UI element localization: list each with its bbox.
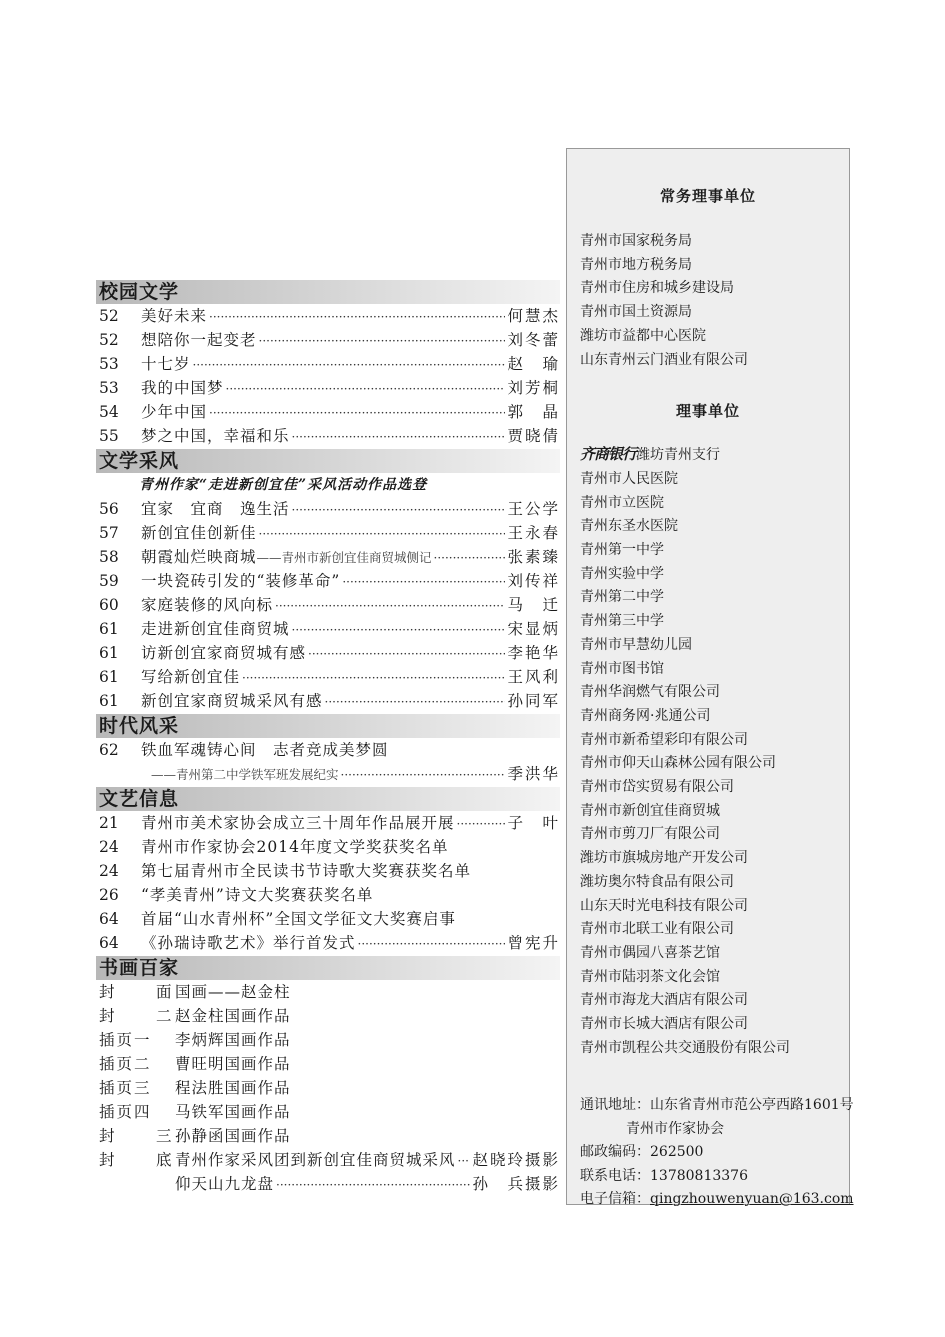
entry-title: 美好未来: [141, 307, 208, 325]
section-heading: 文学采风: [96, 449, 560, 473]
entry-title: 想陪你一起变老: [141, 331, 257, 349]
entry-author: 曾宪升: [507, 934, 560, 952]
sponsor-item: 青州市国土资源局: [580, 304, 692, 321]
entry-title: 马铁军国画作品: [175, 1103, 291, 1121]
leader-dots: [193, 352, 506, 377]
entry-title: 孙静函国画作品: [175, 1127, 291, 1145]
entry-author: 张素臻: [507, 548, 560, 566]
toc-entry[interactable]: [96, 1004, 560, 1028]
entry-title: 曹旺明国画作品: [175, 1055, 291, 1073]
entry-author: 赵 瑜: [507, 355, 560, 373]
entry-title: 《孙瑞诗歌艺术》举行首发式: [141, 934, 356, 952]
toc-entry-continued[interactable]: [96, 762, 560, 786]
entry-title: 青州市作家协会2014年度文学奖获奖名单: [141, 838, 449, 856]
leader-dots: [209, 304, 505, 329]
toc-entry[interactable]: [96, 376, 560, 400]
entry-author: 何慧杰: [507, 307, 560, 325]
page-number: 52: [99, 331, 119, 349]
sponsor-item: 潍坊奥尔特食品有限公司: [580, 873, 734, 890]
entry-label: 插页二: [99, 1055, 152, 1073]
sponsor-item: 青州第一中学: [580, 542, 664, 559]
toc-entry[interactable]: [96, 1076, 560, 1100]
bank-logo: 齐商银行: [580, 445, 637, 464]
leader-dots: [275, 593, 505, 618]
sponsor-item: 青州市凯程公共交通股份有限公司: [580, 1039, 790, 1056]
leader-dots: [292, 424, 506, 449]
leader-dots: [342, 569, 505, 594]
page-number: 64: [99, 934, 119, 952]
page-number: 57: [99, 524, 119, 542]
entry-author: 刘冬蕾: [507, 331, 560, 349]
page-number: 53: [99, 379, 119, 397]
contact-info: [580, 1094, 854, 1212]
entry-title: 首届“山水青州杯”全国文学征文大奖赛启事: [141, 910, 456, 928]
entry-author: 刘传祥: [507, 572, 560, 590]
toc-entry[interactable]: [96, 931, 560, 955]
toc-entry[interactable]: [96, 1100, 560, 1124]
entry-title: 李炳辉国画作品: [175, 1031, 291, 1049]
sponsor-panel: [566, 148, 854, 1207]
entry-author: 郭 晶: [507, 403, 560, 421]
toc-entry[interactable]: [96, 328, 560, 352]
page-number: 61: [99, 644, 119, 662]
toc-entry[interactable]: [96, 811, 560, 835]
toc-entry[interactable]: [96, 424, 560, 448]
entry-author: 王永春: [507, 524, 560, 542]
leader-dots: [292, 497, 506, 522]
toc-entry[interactable]: [96, 1124, 560, 1148]
page-number: 61: [99, 668, 119, 686]
entry-title: “孝美青州”诗文大奖赛获奖名单: [141, 886, 374, 904]
leader-dots: [259, 521, 506, 546]
toc-entry[interactable]: [96, 352, 560, 376]
leader-dots: [358, 931, 506, 956]
toc-entry[interactable]: [96, 593, 560, 617]
entry-title: 青州作家采风团到新创宜佳商贸城采风: [175, 1151, 456, 1169]
entry-author: 王公学: [507, 500, 560, 518]
section-note: 青州作家“走进新创宜佳”采风活动作品选登: [139, 477, 428, 493]
entry-title: 少年中国: [141, 403, 208, 421]
toc-entry[interactable]: [96, 883, 560, 907]
page-number: 61: [99, 692, 119, 710]
leader-dots: [226, 376, 506, 401]
entry-author: 季洪华: [507, 765, 560, 783]
contact-address: 通讯地址：山东省青州市范公亭西路1601号: [580, 1097, 854, 1113]
contact-postcode: 邮政编码：262500: [580, 1144, 704, 1160]
sponsor-item: 青州市图书馆: [580, 660, 664, 677]
entry-title: 新创宜佳创新佳: [141, 524, 257, 542]
leader-dots: [259, 328, 506, 353]
toc-entry[interactable]: [96, 859, 560, 883]
toc-entry[interactable]: [96, 835, 560, 859]
toc-entry[interactable]: [96, 497, 560, 521]
leader-dots: [292, 617, 506, 642]
toc-entry[interactable]: [96, 907, 560, 931]
sponsor-item: 潍坊市旗城房地产开发公司: [580, 850, 748, 867]
entry-title: 十七岁: [141, 355, 191, 373]
sponsor-heading-council: 理事单位: [675, 402, 740, 421]
contact-phone: 联系电话：13780813376: [580, 1167, 748, 1184]
email-label: 电子信箱：: [580, 1191, 650, 1207]
toc-entry[interactable]: [96, 738, 560, 762]
sponsor-heading-executive: 常务理事单位: [659, 187, 756, 205]
entry-title: 家庭装修的风向标: [141, 596, 274, 614]
entry-title: 梦之中国，幸福和乐: [141, 427, 290, 445]
entry-title: 铁血军魂铸心间 志者竞成美梦圆: [141, 741, 389, 759]
sponsor-list-council: [567, 443, 849, 1060]
page-number: 60: [99, 596, 119, 614]
sponsor-item: 青州第三中学: [580, 613, 664, 630]
entry-label: 封 二: [99, 1007, 185, 1025]
entry-title: 新创宜家商贸城采风有感: [141, 692, 323, 710]
entry-title: 赵金柱国画作品: [175, 1007, 291, 1025]
section-heading: 时代风采: [96, 714, 560, 738]
entry-label: 封 三: [99, 1127, 185, 1145]
sponsor-item: 青州华润燃气有限公司: [580, 684, 720, 701]
sponsor-item: 青州市长城大酒店有限公司: [580, 1016, 748, 1033]
sponsor-item: 青州市新希望彩印有限公司: [580, 731, 748, 748]
section-heading: 文艺信息: [96, 787, 560, 811]
page-number: 24: [99, 838, 119, 856]
toc-entry[interactable]: [96, 665, 560, 689]
page-number: 61: [99, 620, 119, 638]
page-number: 56: [99, 500, 119, 518]
entry-title: 程法胜国画作品: [175, 1079, 291, 1097]
sponsor-item: 青州东圣水医院: [580, 518, 678, 535]
leader-dots: [209, 400, 505, 425]
entry-author: 李艳华: [507, 644, 560, 662]
sponsor-item: 青州第二中学: [580, 589, 664, 606]
toc-entry[interactable]: [96, 980, 560, 1004]
page-number: 64: [99, 910, 119, 928]
sponsor-item: 青州市新创宜佳商贸城: [580, 802, 720, 819]
leader-dots: [308, 641, 505, 666]
page-number: 62: [99, 741, 119, 759]
entry-subtitle: ——青州第二中学铁军班发展纪实: [151, 767, 339, 782]
toc-entry[interactable]: [96, 400, 560, 424]
entry-title: 访新创宜家商贸城有感: [141, 644, 307, 662]
leader-dots: [458, 1148, 471, 1173]
entry-author: 王风利: [507, 668, 560, 686]
entry-author: 宋显炳: [507, 620, 560, 638]
contact-org: 青州市作家协会: [626, 1120, 724, 1137]
entry-subtitle: ——青州市新创宜佳商贸城侧记: [256, 550, 432, 565]
page-number: 24: [99, 862, 119, 880]
entry-title: 我的中国梦: [141, 379, 224, 397]
entry-author: 孙同军: [507, 692, 560, 710]
toc-entry[interactable]: [96, 641, 560, 665]
section-heading: 校园文学: [96, 280, 560, 304]
sponsor-item: 青州市岱实贸易有限公司: [580, 779, 734, 796]
leader-dots: [341, 762, 506, 787]
toc-entry[interactable]: [96, 1052, 560, 1076]
email-link[interactable]: qingzhouwenyuan@163.com: [650, 1191, 854, 1207]
entry-title: 第七届青州市全民读书节诗歌大奖赛获奖名单: [141, 862, 472, 880]
toc-entry[interactable]: [96, 545, 560, 569]
leader-dots: [434, 545, 506, 570]
leader-dots: [457, 811, 506, 836]
entry-title: 走进新创宜佳商贸城: [141, 620, 290, 638]
leader-dots: [325, 689, 506, 714]
leader-dots: [242, 665, 505, 690]
entry-title: 青州市美术家协会成立三十周年作品展开展: [141, 814, 455, 832]
entry-label: 插页三: [99, 1079, 152, 1097]
page-number: 58: [99, 548, 119, 566]
sponsor-item: 青州市偶园八喜茶艺馆: [580, 944, 720, 961]
leader-dots: [276, 1172, 470, 1197]
entry-label: 封 底: [99, 1151, 185, 1169]
sponsor-item: 青州市海龙大酒店有限公司: [580, 992, 748, 1009]
sponsor-item: 青州市住房和城乡建设局: [580, 280, 734, 297]
sponsor-item: 青州市人民医院: [580, 470, 678, 487]
sponsor-item: 青州市陆羽茶文化会馆: [580, 968, 720, 985]
sponsor-item: 青州市早慧幼儿园: [580, 636, 692, 653]
page-number: 52: [99, 307, 119, 325]
sponsor-item-bank: [567, 443, 849, 468]
toc-entry[interactable]: [96, 521, 560, 545]
entry-author: 子 叶: [507, 814, 560, 832]
page-number: 53: [99, 355, 119, 373]
entry-title: 朝霞灿烂映商城: [141, 548, 257, 566]
sponsor-item: 青州市仰天山森林公园有限公司: [580, 755, 776, 772]
table-of-contents: [96, 279, 560, 1196]
toc-entry[interactable]: [96, 617, 560, 641]
entry-author: 孙 兵摄影: [472, 1175, 560, 1193]
sponsor-item: 青州商务网·兆通公司: [580, 707, 711, 724]
sponsor-item: 山东青州云门酒业有限公司: [580, 351, 748, 368]
contact-email: [580, 1188, 854, 1212]
entry-title: 写给新创宜佳: [141, 668, 241, 686]
entry-title: 宜家 宜商 逸生活: [141, 500, 290, 518]
sponsor-item: 青州市剪刀厂有限公司: [580, 826, 720, 843]
page-number: 21: [99, 814, 119, 832]
sponsor-item: 青州市国家税务局: [580, 233, 692, 249]
sponsor-item: 潍坊市益都中心医院: [580, 327, 706, 344]
entry-label: 插页四: [99, 1103, 152, 1121]
entry-title: 一块瓷砖引发的“装修革命”: [141, 572, 341, 590]
entry-label: 封 面: [99, 983, 185, 1001]
bank-branch: 潍坊青州支行: [636, 447, 721, 464]
entry-label: 插页一: [99, 1031, 152, 1049]
toc-entry[interactable]: [96, 304, 560, 328]
page-number: 59: [99, 572, 119, 590]
section-heading: 书画百家: [96, 956, 560, 980]
sponsor-list-executive: [567, 230, 849, 372]
entry-title: 仰天山九龙盘: [175, 1175, 275, 1193]
entry-author: 贾晓倩: [507, 427, 560, 445]
entry-author: 刘芳桐: [507, 379, 560, 397]
toc-entry[interactable]: [96, 1148, 560, 1172]
entry-title: 国画——赵金柱: [175, 983, 291, 1001]
page-number: 55: [99, 427, 119, 445]
toc-entry[interactable]: [96, 1028, 560, 1052]
page-number: 54: [99, 403, 119, 421]
toc-entry[interactable]: [96, 569, 560, 593]
toc-entry-continued[interactable]: [96, 1172, 560, 1196]
toc-entry[interactable]: [96, 689, 560, 713]
entry-author: 赵晓玲摄影: [472, 1151, 560, 1169]
sponsor-item: 山东天时光电科技有限公司: [580, 897, 748, 914]
page-number: 26: [99, 886, 119, 904]
sponsor-item: 青州市地方税务局: [580, 256, 692, 273]
sponsor-item: 青州市立医院: [580, 494, 664, 511]
sponsor-item: 青州实验中学: [580, 565, 664, 582]
sponsor-item: 青州市北联工业有限公司: [580, 921, 734, 938]
entry-author: 马 迁: [507, 596, 560, 614]
